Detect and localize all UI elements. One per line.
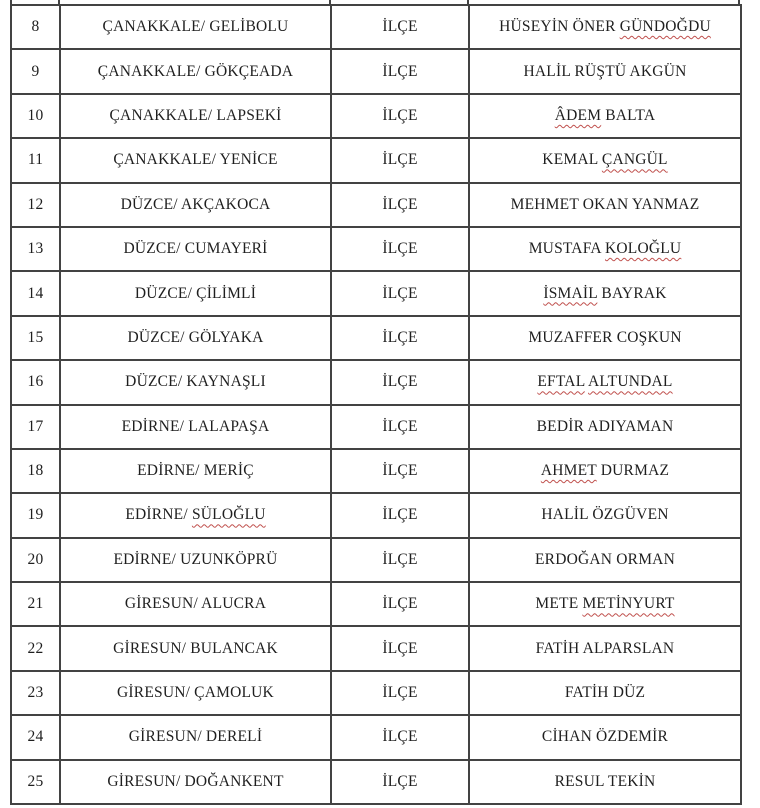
location-cell	[60, 138, 331, 182]
unit-type-cell: İLÇE	[331, 94, 469, 138]
row-number-cell: 15	[11, 316, 60, 360]
location-cell	[60, 449, 331, 493]
table-row	[11, 49, 741, 93]
text-segment: ÇANAKKALE/ LAPSEKİ	[109, 106, 282, 124]
text-segment: KEMAL	[542, 151, 602, 169]
text-segment: MEHMET OKAN YANMAZ	[510, 195, 700, 213]
location-cell	[60, 227, 331, 271]
name-cell	[469, 138, 741, 182]
misspelled-word: METİNYURT	[582, 595, 675, 613]
misspelled-word: SÜLOĞLU	[191, 506, 266, 524]
unit-type-cell: İLÇE	[331, 626, 469, 670]
unit-type-cell: İLÇE	[331, 138, 469, 182]
text-segment: ÇANAKKALE/ YENİCE	[113, 151, 278, 169]
table-row	[11, 582, 741, 626]
text-segment: GİRESUN/ DERELİ	[128, 728, 263, 746]
text-segment: DÜZCE/ GÖLYAKA	[127, 328, 264, 346]
name-cell	[469, 94, 741, 138]
table-row	[11, 405, 741, 449]
name-cell	[469, 271, 741, 315]
table-row	[11, 5, 741, 49]
text-segment: DÜZCE/ AKÇAKOCA	[120, 195, 271, 213]
table-row	[11, 626, 741, 670]
row-number-cell: 17	[11, 405, 60, 449]
name-cell	[469, 626, 741, 670]
unit-type-cell: İLÇE	[331, 316, 469, 360]
table-row	[11, 449, 741, 493]
unit-type-cell: İLÇE	[331, 227, 469, 271]
unit-type-cell: İLÇE	[331, 493, 469, 537]
text-segment: BAYRAK	[597, 284, 667, 302]
unit-type-cell: İLÇE	[331, 405, 469, 449]
table-row	[11, 360, 741, 404]
misspelled-word: AHMET	[540, 462, 597, 480]
table-row	[11, 316, 741, 360]
text-segment: FATİH ALPARSLAN	[535, 639, 675, 657]
name-cell	[469, 405, 741, 449]
location-cell	[60, 626, 331, 670]
row-number-cell: 12	[11, 183, 60, 227]
text-segment: GİRESUN/ ÇAMOLUK	[117, 684, 274, 702]
text-segment: EDİRNE/ UZUNKÖPRÜ	[113, 550, 278, 568]
location-cell	[60, 316, 331, 360]
row-number-cell: 11	[11, 138, 60, 182]
name-cell	[469, 582, 741, 626]
location-cell	[60, 183, 331, 227]
row-number-cell: 10	[11, 94, 60, 138]
unit-type-cell: İLÇE	[331, 671, 469, 715]
text-segment: DURMAZ	[596, 462, 670, 480]
text-segment: GİRESUN/ ALUCRA	[124, 595, 267, 613]
unit-type-cell: İLÇE	[331, 49, 469, 93]
name-cell	[469, 316, 741, 360]
location-cell	[60, 94, 331, 138]
location-cell	[60, 360, 331, 404]
text-segment: ERDOĞAN ORMAN	[535, 550, 675, 568]
text-segment: RESUL TEKİN	[554, 772, 656, 790]
unit-type-cell: İLÇE	[331, 271, 469, 315]
text-segment: EDİRNE/ MERİÇ	[137, 462, 254, 480]
unit-type-cell: İLÇE	[331, 538, 469, 582]
location-cell	[60, 582, 331, 626]
officials-table	[10, 4, 742, 805]
row-number-cell: 19	[11, 493, 60, 537]
location-cell	[60, 49, 331, 93]
table-row	[11, 271, 741, 315]
text-segment: MUSTAFA	[528, 240, 605, 258]
text-segment: HÜSEYİN ÖNER	[499, 18, 620, 36]
row-number-cell: 24	[11, 715, 60, 759]
text-segment: DÜZCE/ KAYNAŞLI	[125, 373, 266, 391]
text-segment: ÇANAKKALE/ GÖKÇEADA	[97, 62, 294, 80]
name-cell	[469, 227, 741, 271]
misspelled-word: EFTAL	[537, 373, 585, 391]
misspelled-word: GÜNDOĞDU	[619, 18, 711, 36]
text-segment: HALİL RÜŞTÜ AKGÜN	[523, 62, 687, 80]
unit-type-cell: İLÇE	[331, 715, 469, 759]
location-cell	[60, 5, 331, 49]
text-segment: EDİRNE/	[125, 506, 192, 524]
name-cell	[469, 538, 741, 582]
location-cell	[60, 271, 331, 315]
row-number-cell: 18	[11, 449, 60, 493]
table-row	[11, 715, 741, 759]
unit-type-cell: İLÇE	[331, 5, 469, 49]
text-segment: FATİH DÜZ	[564, 684, 646, 702]
text-segment: EDİRNE/ LALAPAŞA	[121, 417, 270, 435]
unit-type-cell: İLÇE	[331, 183, 469, 227]
unit-type-cell: İLÇE	[331, 449, 469, 493]
text-segment: MUZAFFER COŞKUN	[528, 328, 682, 346]
row-number-cell: 14	[11, 271, 60, 315]
row-number-cell: 8	[11, 5, 60, 49]
name-cell	[469, 449, 741, 493]
name-cell	[469, 183, 741, 227]
location-cell	[60, 760, 331, 804]
table-row	[11, 671, 741, 715]
name-cell	[469, 360, 741, 404]
location-cell	[60, 538, 331, 582]
table-row	[11, 94, 741, 138]
name-cell	[469, 760, 741, 804]
text-segment: DÜZCE/ ÇİLİMLİ	[134, 284, 257, 302]
row-number-cell: 13	[11, 227, 60, 271]
text-segment: DÜZCE/ CUMAYERİ	[123, 240, 268, 258]
table-row	[11, 183, 741, 227]
text-segment: METE	[535, 595, 583, 613]
table-row	[11, 493, 741, 537]
row-number-cell: 23	[11, 671, 60, 715]
row-number-cell: 16	[11, 360, 60, 404]
row-number-cell: 21	[11, 582, 60, 626]
table-row	[11, 138, 741, 182]
misspelled-word: ÂDEM	[554, 106, 602, 124]
unit-type-cell: İLÇE	[331, 760, 469, 804]
location-cell	[60, 715, 331, 759]
misspelled-word: ALTUNDAL	[588, 373, 673, 391]
name-cell	[469, 5, 741, 49]
misspelled-word: ÇANGÜL	[601, 151, 668, 169]
table-row	[11, 227, 741, 271]
location-cell	[60, 671, 331, 715]
table-row	[11, 760, 741, 804]
table-row	[11, 538, 741, 582]
text-segment: GİRESUN/ BULANCAK	[113, 639, 278, 657]
name-cell	[469, 49, 741, 93]
misspelled-word: KOLOĞLU	[605, 240, 682, 258]
row-number-cell: 22	[11, 626, 60, 670]
row-number-cell: 9	[11, 49, 60, 93]
row-number-cell: 25	[11, 760, 60, 804]
text-segment: BALTA	[601, 106, 656, 124]
row-number-cell: 20	[11, 538, 60, 582]
table-body	[11, 5, 741, 804]
location-cell	[60, 405, 331, 449]
text-segment: GİRESUN/ DOĞANKENT	[107, 772, 284, 790]
text-segment: HALİL ÖZGÜVEN	[541, 506, 669, 524]
text-segment: BEDİR ADIYAMAN	[536, 417, 674, 435]
name-cell	[469, 715, 741, 759]
misspelled-word: İSMAİL	[543, 284, 598, 302]
text-segment: ÇANAKKALE/ GELİBOLU	[102, 18, 289, 36]
unit-type-cell: İLÇE	[331, 360, 469, 404]
location-cell	[60, 493, 331, 537]
name-cell	[469, 493, 741, 537]
text-segment: CİHAN ÖZDEMİR	[541, 728, 669, 746]
name-cell	[469, 671, 741, 715]
unit-type-cell: İLÇE	[331, 582, 469, 626]
